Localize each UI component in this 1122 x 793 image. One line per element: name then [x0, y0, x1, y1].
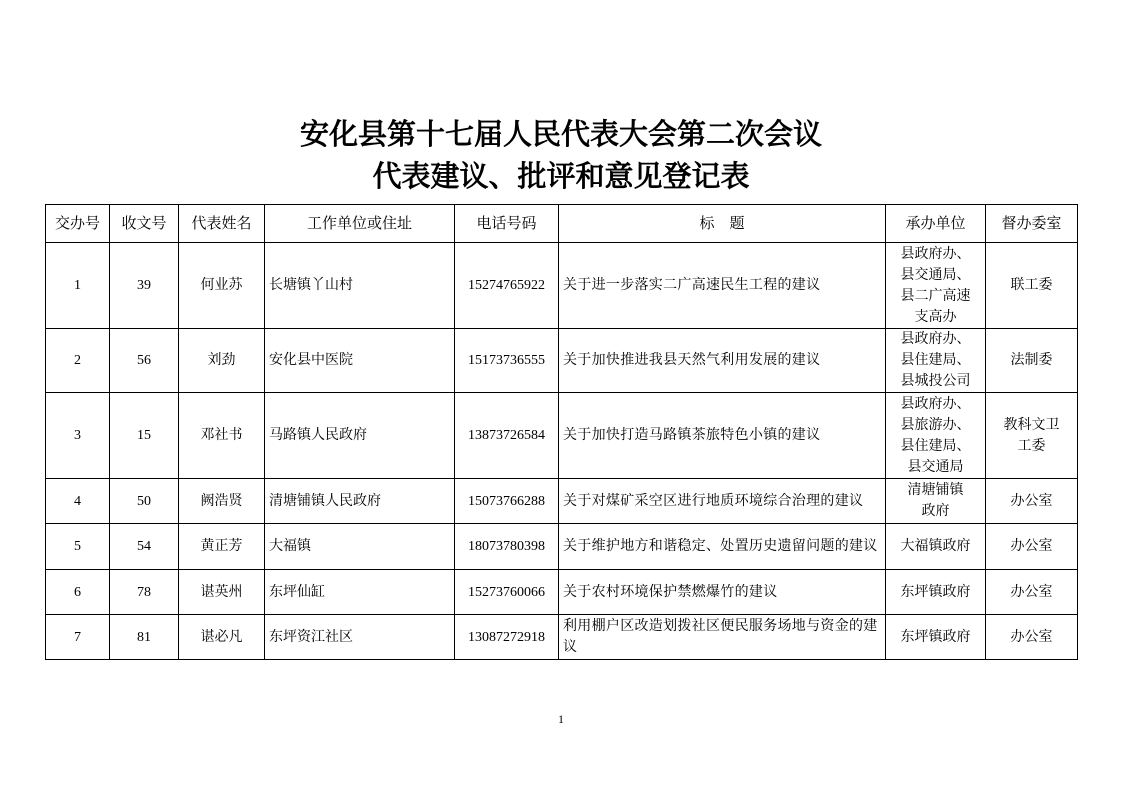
cell-assign-no: 1 — [46, 243, 110, 329]
header-receipt-no: 收文号 — [110, 205, 179, 243]
cell-handling-unit — [886, 479, 986, 524]
cell-receipt-no: 81 — [110, 615, 179, 660]
cell-supervising-office: 法制委 — [986, 329, 1078, 393]
cell-assign-no: 2 — [46, 329, 110, 393]
header-handling-unit: 承办单位 — [886, 205, 986, 243]
handling-unit-line: 县城投公司 — [900, 373, 971, 389]
cell-receipt-no: 56 — [110, 329, 179, 393]
cell-supervising-office: 教科文卫工委 — [986, 393, 1078, 479]
handling-unit-line: 县政府办、 — [900, 331, 971, 347]
cell-supervising-office: 办公室 — [986, 524, 1078, 570]
cell-subject: 关于加快推进我县天然气利用发展的建议 — [559, 329, 886, 393]
cell-subject: 利用棚户区改造划拨社区便民服务场地与资金的建议 — [559, 615, 886, 660]
handling-unit-line: 县旅游办、 — [900, 416, 971, 433]
cell-phone: 13873726584 — [455, 393, 559, 479]
cell-handling-unit — [886, 243, 986, 329]
table-row — [46, 479, 1078, 524]
registration-table — [45, 204, 1078, 660]
cell-rep-name: 何业苏 — [179, 243, 265, 329]
handling-unit-line: 县住建局、 — [900, 352, 971, 368]
cell-phone: 15073766288 — [455, 479, 559, 524]
cell-phone: 15173736555 — [455, 329, 559, 393]
table-row — [46, 393, 1078, 479]
cell-receipt-no: 78 — [110, 570, 179, 615]
cell-receipt-no: 50 — [110, 479, 179, 524]
cell-rep-name: 谌必凡 — [179, 615, 265, 660]
handling-unit-line: 东坪镇政府 — [900, 628, 971, 645]
table-row — [46, 570, 1078, 615]
cell-rep-name: 黄正芳 — [179, 524, 265, 570]
cell-assign-no: 4 — [46, 479, 110, 524]
cell-assign-no: 5 — [46, 524, 110, 570]
cell-assign-no: 3 — [46, 393, 110, 479]
cell-phone: 15273760066 — [455, 570, 559, 615]
header-subject: 标 题 — [559, 205, 886, 243]
handling-unit-line: 政府 — [921, 503, 950, 519]
cell-workplace: 马路镇人民政府 — [265, 393, 455, 479]
cell-subject: 关于维护地方和谐稳定、处置历史遗留问题的建议 — [559, 524, 886, 570]
handling-unit-line: 县政府办、 — [900, 395, 971, 412]
cell-assign-no: 6 — [46, 570, 110, 615]
header-supervising-office: 督办委室 — [986, 205, 1078, 243]
table-row — [46, 243, 1078, 329]
handling-unit-line: 大福镇政府 — [900, 538, 971, 554]
handling-unit-line: 东坪镇政府 — [900, 583, 971, 600]
cell-supervising-office: 办公室 — [986, 570, 1078, 615]
handling-unit-line: 县交通局、 — [900, 266, 971, 283]
header-rep-name: 代表姓名 — [179, 205, 265, 243]
cell-supervising-office: 联工委 — [986, 243, 1078, 329]
table-row — [46, 615, 1078, 660]
cell-supervising-office: 办公室 — [986, 615, 1078, 660]
cell-workplace: 东坪资江社区 — [265, 615, 455, 660]
handling-unit-line: 支高办 — [914, 308, 957, 325]
cell-receipt-no: 54 — [110, 524, 179, 570]
cell-workplace: 清塘铺镇人民政府 — [265, 479, 455, 524]
cell-phone: 13087272918 — [455, 615, 559, 660]
cell-receipt-no: 15 — [110, 393, 179, 479]
cell-subject: 关于农村环境保护禁燃爆竹的建议 — [559, 570, 886, 615]
cell-phone: 18073780398 — [455, 524, 559, 570]
cell-rep-name: 邓社书 — [179, 393, 265, 479]
cell-rep-name: 谌英州 — [179, 570, 265, 615]
cell-rep-name: 刘劲 — [179, 329, 265, 393]
document-title-line-2: 代表建议、批评和意见登记表 — [372, 159, 750, 193]
page-number: 1 — [558, 712, 564, 726]
handling-unit-line: 清塘铺镇 — [907, 482, 964, 498]
cell-rep-name: 阙浩贤 — [179, 479, 265, 524]
cell-workplace: 安化县中医院 — [265, 329, 455, 393]
cell-handling-unit — [886, 524, 986, 570]
cell-assign-no: 7 — [46, 615, 110, 660]
cell-phone: 15274765922 — [455, 243, 559, 329]
handling-unit-line: 县二广高速 — [900, 287, 971, 304]
cell-workplace: 大福镇 — [265, 524, 455, 570]
cell-workplace: 东坪仙缸 — [265, 570, 455, 615]
handling-unit-line: 县政府办、 — [900, 245, 971, 262]
header-assign-no: 交办号 — [46, 205, 110, 243]
cell-handling-unit — [886, 615, 986, 660]
header-workplace: 工作单位或住址 — [265, 205, 455, 243]
table-row — [46, 524, 1078, 570]
cell-workplace: 长塘镇丫山村 — [265, 243, 455, 329]
cell-handling-unit — [886, 393, 986, 479]
header-phone: 电话号码 — [455, 205, 559, 243]
document-title-line-1: 安化县第十七届人民代表大会第二次会议 — [299, 117, 822, 151]
table-header-row — [46, 205, 1078, 243]
cell-receipt-no: 39 — [110, 243, 179, 329]
cell-subject: 关于加快打造马路镇茶旅特色小镇的建议 — [559, 393, 886, 479]
cell-subject: 关于对煤矿采空区进行地质环境综合治理的建议 — [559, 479, 886, 524]
cell-supervising-office: 办公室 — [986, 479, 1078, 524]
cell-subject: 关于进一步落实二广高速民生工程的建议 — [559, 243, 886, 329]
cell-handling-unit — [886, 570, 986, 615]
table-row — [46, 329, 1078, 393]
handling-unit-line: 县交通局 — [907, 458, 964, 475]
cell-handling-unit — [886, 329, 986, 393]
handling-unit-line: 县住建局、 — [900, 437, 971, 454]
